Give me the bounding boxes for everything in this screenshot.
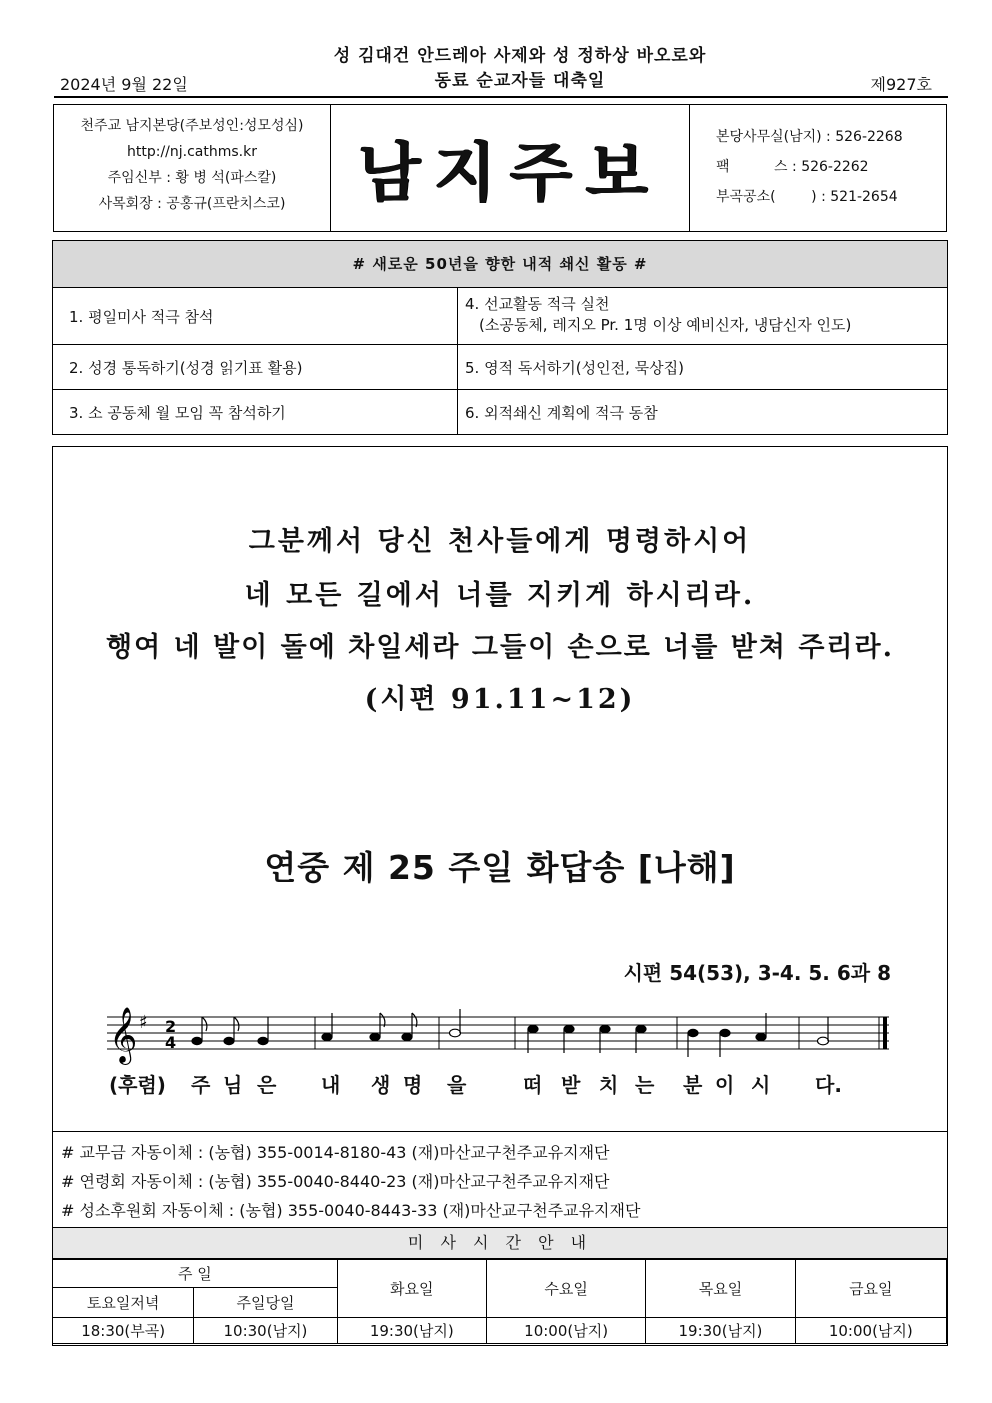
verse-line-2: 네 모든 길에서 너를 지키게 하시리라. <box>244 580 756 611</box>
psalm-title: 연중 제 25 주일 화답송 [나해] <box>264 848 736 887</box>
lyric-syllable: 치 <box>599 1073 619 1097</box>
psalm-reference: 시편 54(53), 3-4. 5. 6과 8 <box>623 961 891 985</box>
note <box>192 1037 202 1044</box>
main-content-box <box>52 446 948 1346</box>
reform-item-4: 4. 선교활동 적극 실천 (소공동체, 레지오 Pr. 1명 이상 예비신자, 냉담신자 인도) <box>465 295 852 334</box>
contact-gongso: 부곡공소( ) : 521-2654 <box>716 189 898 205</box>
saturday-evening-header: 토요일저녁 <box>53 1288 194 1318</box>
note <box>756 1033 766 1040</box>
lyric-syllable: 은 <box>257 1073 277 1097</box>
lyric-syllable: 주 <box>191 1073 211 1097</box>
masthead-title: 남지주보 <box>358 136 662 211</box>
note <box>224 1037 234 1044</box>
bank-transfer-3: # 성소후원회 자동이체 : (농협) 355-0040-8443-33 (재)마산교구천주교유지재단 <box>61 1201 641 1220</box>
lyric-syllable: 생 <box>371 1073 391 1097</box>
sharp-icon: ♯ <box>139 1012 148 1033</box>
note <box>564 1025 574 1032</box>
feast-line-2: 동료 순교자들 대축일 <box>434 71 606 91</box>
lyric-syllable: 님 <box>223 1073 243 1097</box>
pastor: 주임신부 : 황 병 석(파스칼) <box>107 170 277 186</box>
lyric-syllable: 을 <box>447 1073 467 1097</box>
lyric-syllable: 명 <box>403 1073 423 1097</box>
mass-time-thu: 19:30(남지) <box>646 1318 795 1344</box>
note <box>818 1037 829 1045</box>
note <box>720 1029 730 1036</box>
parish-info <box>54 105 331 231</box>
reform-item-5: 5. 영적 독서하기(성인전, 묵상집) <box>465 358 684 377</box>
feast-line-1: 성 김대건 안드레아 사제와 성 정하상 바오로와 <box>333 46 707 66</box>
music-score <box>99 995 899 1095</box>
lyric-syllable: 받 <box>561 1073 581 1097</box>
note <box>370 1033 380 1040</box>
verse-line-3: 행여 네 발이 돌에 차일세라 그들이 손으로 너를 받쳐 주리라. <box>106 632 894 663</box>
mass-time-sun: 10:30(남지) <box>194 1318 337 1344</box>
parish-url[interactable]: http://nj.cathms.kr <box>127 144 257 160</box>
sunday-day-header: 주일당일 <box>194 1288 337 1318</box>
refrain-label: (후렴) <box>109 1073 166 1097</box>
note <box>688 1029 698 1036</box>
verse-line-1: 그분께서 당신 천사들에게 명령하시어 <box>248 526 752 557</box>
reform-divider <box>457 288 458 434</box>
mass-time-wed: 10:00(남지) <box>486 1318 645 1344</box>
parish-name: 천주교 남지본당(주보성인:성모성심) <box>80 118 304 134</box>
note <box>258 1037 268 1044</box>
lyric-syllable: 이 <box>715 1073 735 1097</box>
mass-time-sat: 18:30(부곡) <box>53 1318 194 1344</box>
contact-office: 본당사무실(남지) : 526-2268 <box>716 129 903 145</box>
tuesday-header: 화요일 <box>337 1260 486 1318</box>
thursday-header: 목요일 <box>646 1260 795 1318</box>
note <box>636 1025 646 1032</box>
bank-transfer-2: # 연령회 자동이체 : (농협) 355-0040-8440-23 (재)마산교구천주교유지재단 <box>61 1172 610 1191</box>
note <box>450 1029 461 1037</box>
friday-header: 금요일 <box>795 1260 946 1318</box>
lyric-syllable: 내 <box>321 1073 341 1097</box>
masthead-title-cell <box>331 105 690 231</box>
reform-title: # 새로운 50년을 향한 내적 쇄신 활동 # <box>53 241 947 288</box>
time-signature-top: 2 <box>165 1017 177 1036</box>
treble-clef-icon: 𝄞 <box>109 1007 138 1063</box>
sunday-header: 주 일 <box>53 1260 338 1288</box>
masthead-box <box>53 104 947 232</box>
lyric-syllable: 다. <box>815 1073 842 1097</box>
mass-time-tue: 19:30(남지) <box>337 1318 486 1344</box>
mass-schedule-title: 미 사 시 간 안 내 <box>53 1227 947 1259</box>
lyric-syllable: 시 <box>751 1073 771 1097</box>
mass-time-fri: 10:00(남지) <box>795 1318 946 1344</box>
bank-divider <box>53 1131 947 1132</box>
note <box>528 1025 538 1032</box>
bank-transfer-1: # 교무금 자동이체 : (농협) 355-0014-8180-43 (재)마산교구천주교유지재단 <box>61 1143 610 1162</box>
wednesday-header: 수요일 <box>486 1260 645 1318</box>
top-rule <box>54 96 948 98</box>
reform-item-1: 1. 평일미사 적극 참석 <box>69 307 214 326</box>
verse-reference: (시편 91.11~12) <box>364 684 636 715</box>
lyric-syllable: 는 <box>635 1073 655 1097</box>
bulletin-date: 2024년 9월 22일 <box>60 75 188 94</box>
reform-item-6: 6. 외적쇄신 계획에 적극 동참 <box>465 403 658 422</box>
reform-item-2: 2. 성경 통독하기(성경 읽기표 활용) <box>69 358 303 377</box>
lyric-syllable: 분 <box>683 1073 703 1097</box>
note <box>402 1033 412 1040</box>
reform-table <box>52 240 948 435</box>
note <box>322 1033 332 1040</box>
time-signature-bottom: 4 <box>165 1033 177 1052</box>
issue-number: 제927호 <box>870 75 932 94</box>
contact-fax: 팩 스 : 526-2262 <box>716 159 869 175</box>
note <box>600 1025 610 1032</box>
council-head: 사목회장 : 공홍규(프란치스코) <box>98 196 286 212</box>
contact-info <box>690 105 946 231</box>
lyric-syllable: 떠 <box>523 1073 543 1097</box>
feast-title <box>250 44 790 94</box>
reform-item-3: 3. 소 공동체 월 모임 꼭 참석하기 <box>69 403 286 422</box>
mass-schedule-table <box>52 1259 947 1344</box>
